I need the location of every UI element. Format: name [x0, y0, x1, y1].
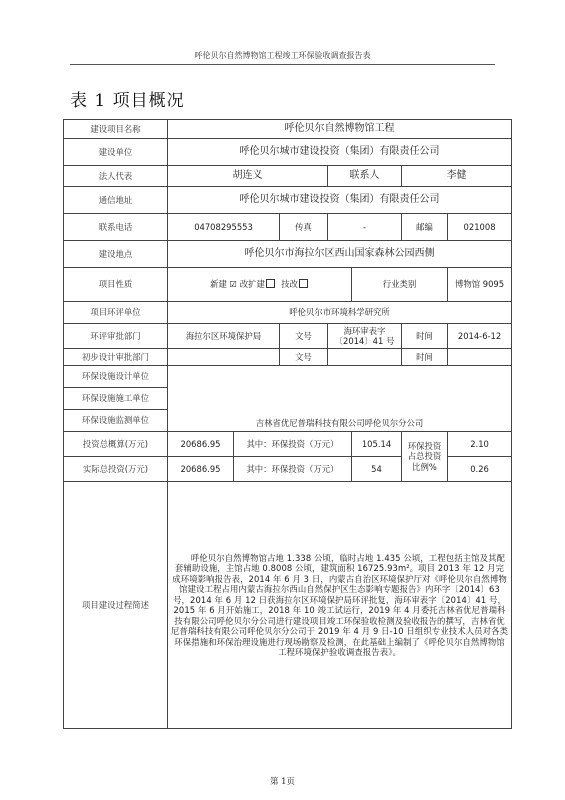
phone-label: 联系电话: [64, 214, 168, 241]
invest-budget-env-label: 其中：环保投资（万元）: [234, 432, 352, 457]
address-value: 呼伦贝尔城市建设投资（集团）有限责任公司: [168, 187, 512, 214]
nature-tech-label: 技改: [281, 279, 298, 290]
project-name-value: 呼伦贝尔自然博物馆工程: [168, 120, 512, 139]
eia-unit-value: 呼伦贝尔市环境科学研究所: [168, 302, 512, 324]
legal-rep-value: 胡连义: [168, 166, 328, 187]
row-invest-budget: [64, 432, 512, 457]
row-project-name: [64, 120, 512, 139]
invest-budget-ratio-value: 2.10: [448, 432, 512, 457]
eia-approval-dept: 海拉尔区环境保护局: [168, 324, 280, 349]
checked-box-icon: ☑: [229, 279, 238, 290]
design-time-label: 时间: [402, 349, 448, 366]
row-eia-unit: [64, 302, 512, 324]
project-overview-table: [63, 119, 512, 729]
address-label: 通信地址: [64, 187, 168, 214]
fax-label: 传真: [280, 214, 328, 241]
zip-value: 021008: [448, 214, 512, 241]
design-doc-value: [328, 349, 402, 366]
row-builder: [64, 139, 512, 166]
builder-value: 呼伦贝尔城市建设投资（集团）有限责任公司: [168, 139, 512, 166]
row-phone: [64, 214, 512, 241]
contact-value: 李健: [402, 166, 512, 187]
nature-label: 项目性质: [64, 268, 168, 302]
row-nature: [64, 268, 512, 302]
site-label: 建设地点: [64, 241, 168, 268]
eia-approval-label: 环评审批部门: [64, 324, 168, 349]
legal-rep-label: 法人代表: [64, 166, 168, 187]
eia-doc-value: 海环审表字〔2014〕41 号: [328, 324, 402, 349]
project-name-label: 建设项目名称: [64, 120, 168, 139]
invest-actual-env-value: 54: [352, 457, 402, 482]
running-header: 呼伦贝尔自然博物馆工程竣工环保验收调查报告表: [194, 51, 371, 60]
row-eia-approval: [64, 324, 512, 349]
construction-unit-label: 环保设施施工单位: [64, 388, 168, 410]
row-address: [64, 187, 512, 214]
zip-label: 邮编: [402, 214, 448, 241]
fax-value: -: [328, 214, 402, 241]
nature-new-label: 新建: [210, 279, 227, 290]
empty-checkbox-icon: [299, 279, 308, 288]
invest-actual-env-label: 其中：环保投资（万元）: [234, 457, 352, 482]
row-site: [64, 241, 512, 268]
design-time-value: [448, 349, 512, 366]
design-unit-label: 环保设施设计单位: [64, 366, 168, 388]
contact-label: 联系人: [328, 166, 402, 187]
table-title: 表 1 项目概况: [70, 91, 185, 111]
invest-budget-label: 投资总概算(万元): [64, 432, 168, 457]
invest-budget-value: 20686.95: [168, 432, 234, 457]
row-process: [64, 482, 512, 729]
industry-value: 博物馆 9095: [448, 268, 512, 302]
invest-actual-label: 实际总投资(万元): [64, 457, 168, 482]
invest-budget-env-value: 105.14: [352, 432, 402, 457]
eia-time-value: 2014-6-12: [448, 324, 512, 349]
builder-label: 建设单位: [64, 139, 168, 166]
invest-actual-ratio-value: 0.26: [448, 457, 512, 482]
env-ratio-label: 环保投资占总投资比例%: [402, 432, 448, 482]
page-number: 第 1页: [269, 777, 296, 787]
nature-expand-label: 改扩建: [239, 279, 265, 290]
eia-time-label: 时间: [402, 324, 448, 349]
phone-value: 04708295553: [168, 214, 280, 241]
design-doc-label: 文号: [280, 349, 328, 366]
row-design-approval: [64, 349, 512, 366]
nature-options: [168, 268, 352, 302]
row-design-unit: [64, 366, 512, 388]
monitoring-unit-value: 吉林省优尼普瑞科技有限公司呼伦贝尔分公司: [168, 366, 512, 432]
site-value: 呼伦贝尔市海拉尔区西山国家森林公园西侧: [168, 241, 512, 268]
eia-unit-label: 项目环评单位: [64, 302, 168, 324]
eia-doc-label: 文号: [280, 324, 328, 349]
header-rule: [70, 64, 495, 65]
process-label: 项目建设过程简述: [64, 482, 168, 729]
empty-checkbox-icon: [266, 279, 275, 288]
row-legal-rep: [64, 166, 512, 187]
design-approval-dept: [168, 349, 280, 366]
process-description: 呼伦贝尔自然博物馆占地 1.338 公顷，临时占地 1.435 公顷，工程包括主馆及其配套辅助设施，主馆占地 0.8008 公顷，建筑面积 16725.93m²。项目 2013 年 12 月完成环境影响报告表，2014 年 6 月 3 日，内蒙古自治区环境保护厅对《呼伦贝尔自然博物馆建设工程占用内蒙古海拉尔西山自然保护区生态影响专题报告》内环字〔2014〕63 号，2014 年 6 月 12 日获海拉尔区环境保护局环评批复，海环审表字〔2014〕41 号，2015 年 6 月开始施工，2018 年 10 竣工试运行，2019 年 4 月委托吉林省优尼普瑞科技有限公司呼伦贝尔分公司进行建设项目竣工环保验收检测及验收报告的撰写，吉林省优尼普瑞科技有限公司呼伦贝尔分公司于 2019 年 4 月 9 日-10 日组织专业技术人员对各类环保措施和环保治理设施进行现场勘察及检测，在此基础上编制了《呼伦贝尔自然博物馆工程环境保护验收调查报告表》。: [168, 482, 512, 729]
design-approval-label: 初步设计审批部门: [64, 349, 168, 366]
monitoring-unit-label: 环保设施监测单位: [64, 410, 168, 432]
invest-actual-value: 20686.95: [168, 457, 234, 482]
industry-label: 行业类别: [352, 268, 448, 302]
